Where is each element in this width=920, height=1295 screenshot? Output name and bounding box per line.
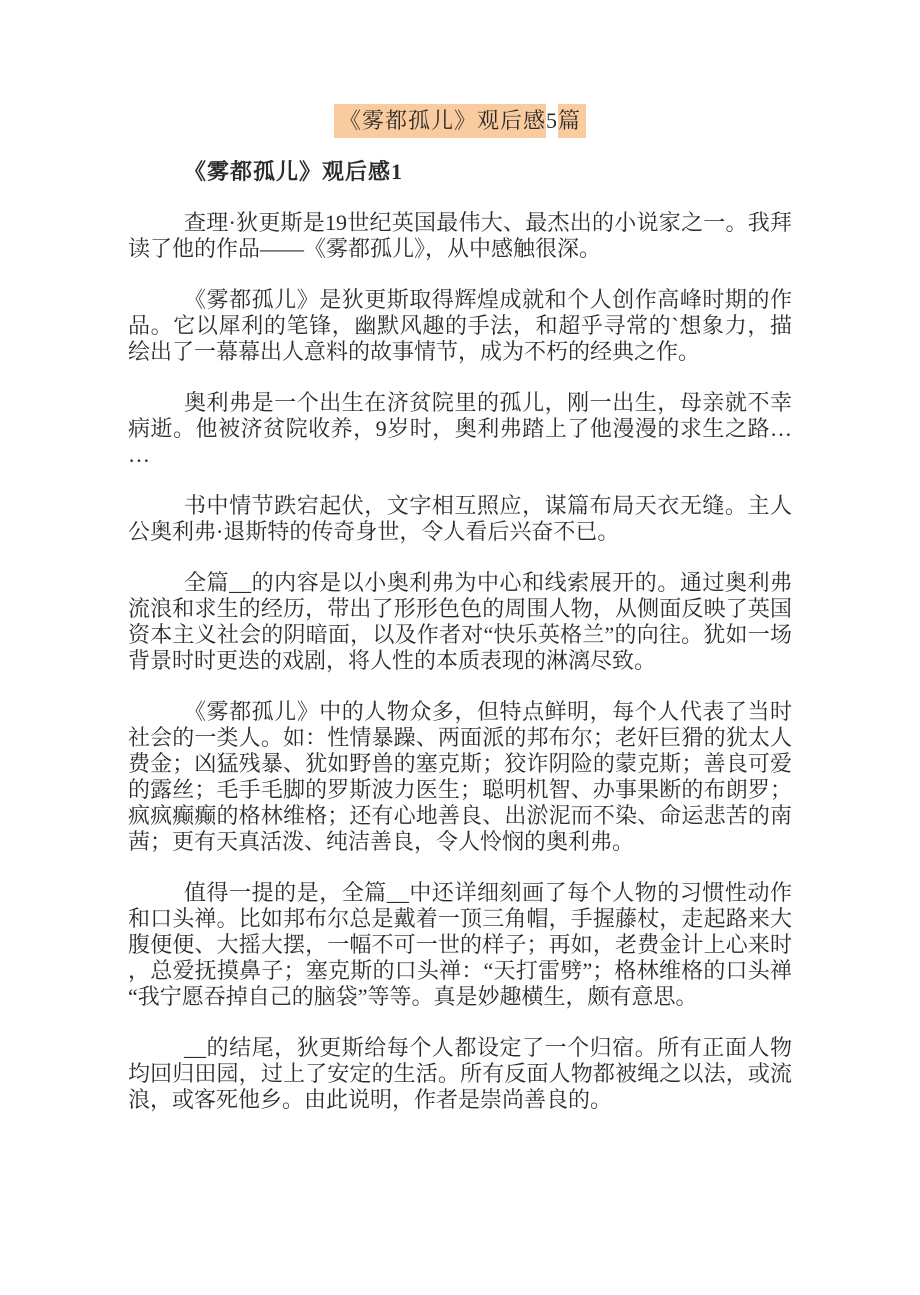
paragraph: 《雾都孤儿》是狄更斯取得辉煌成就和个人创作高峰时期的作品。它以犀利的笔锋，幽默风趣的手法，和超乎寻常的`想象力，描绘出了一幕幕出人意料的故事情节，成为不朽的经典之作。: [128, 287, 792, 364]
paragraph: 《雾都孤儿》中的人物众多，但特点鲜明，每个人代表了当时社会的一类人。如：性情暴躁、两面派的邦布尔；老奸巨猾的犹太人费金；凶猛残暴、犹如野兽的塞克斯；狡诈阴险的蒙克斯；善良可爱的露丝；毛手毛脚的罗斯波力医生；聪明机智、办事果断的布朗罗；疯疯癫癫的格林维格；还有心地善良、出淤泥而不染、命运悲苦的南茜；更有天真活泼、纯洁善良，令人怜悯的奥利弗。: [128, 699, 792, 854]
essay-text: [128, 210, 792, 1113]
paragraph: 书中情节跌宕起伏，文字相互照应，谋篇布局天衣无缝。主人公奥利弗·退斯特的传奇身世，令人看后兴奋不已。: [128, 493, 792, 544]
document-title-highlighted-text: 《雾都孤儿》观后感: [334, 104, 546, 138]
paragraph: 全篇__的内容是以小奥利弗为中心和线索展开的。通过奥利弗流浪和求生的经历，带出了形形色色的周围人物，从侧面反映了英国资本主义社会的阴暗面，以及作者对“快乐英格兰”的向往。犹如一场背景时时更迭的戏剧，将人性的本质表现的淋漓尽致。: [128, 570, 792, 673]
paragraph: 值得一提的是，全篇__中还详细刻画了每个人物的习惯性动作和口头禅。比如邦布尔总是戴着一顶三角帽，手握藤杖，走起路来大腹便便、大摇大摆，一幅不可一世的样子；再如，老费金计上心来时，总爱抚摸鼻子；塞克斯的口头禅：“天打雷劈”；格林维格的口头禅“我宁愿吞掉自己的脑袋”等等。真是妙趣横生，颇有意思。: [128, 880, 792, 1009]
section-heading: 《雾都孤儿》观后感1: [184, 159, 404, 184]
paragraph: __的结尾，狄更斯给每个人都设定了一个归宿。所有正面人物均回归田园，过上了安定的生活。所有反面人物都被绳之以法，或流浪，或客死他乡。由此说明，作者是崇尚善良的。: [128, 1035, 792, 1112]
document-title-highlighted-suffix: 篇: [558, 104, 586, 138]
document-title: [128, 104, 792, 138]
paragraph: 查理·狄更斯是19世纪英国最伟大、最杰出的小说家之一。我拜读了他的作品——《雾都孤儿》，从中感触很深。: [128, 210, 792, 261]
paragraph: 奥利弗是一个出生在济贫院里的孤儿，刚一出生，母亲就不幸病逝。他被济贫院收养，9岁时，奥利弗踏上了他漫漫的求生之路……: [128, 390, 792, 467]
document-body: [0, 104, 920, 1113]
document-title-count-number: 5: [546, 108, 558, 133]
document-page: [0, 104, 920, 1295]
